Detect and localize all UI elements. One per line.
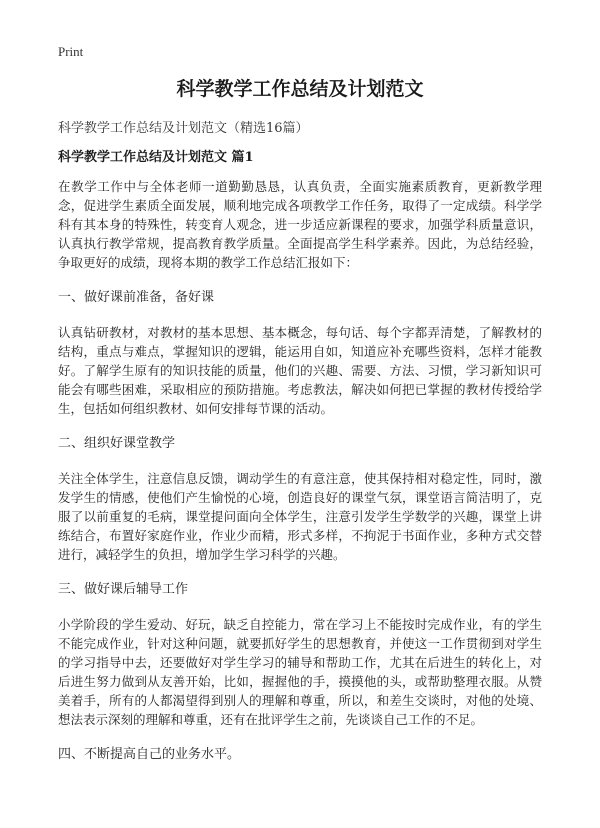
document-title: 科学教学工作总结及计划范文 — [176, 78, 424, 100]
section-body-1: 认真钻研教材，对教材的基本思想、基本概念，每句话、每个字都弄清楚，了解教材的结构，重点与难点，掌握知识的逻辑，能运用自如，知道应补充哪些资料，怎样才能教好。了解学生原有的知识技能的质量，他们的兴趣、需要、方法、习惯，学习新知识可能会有哪些困难，采取相应的预防措施。考虑教法，解决如何把已掌握的教材传授给学生，包括如何组织教材、如何安排每节课的活动。 — [58, 325, 542, 416]
section-heading-2: 二、组织好课堂教学 — [58, 436, 176, 451]
chapter-heading: 科学教学工作总结及计划范文 篇1 — [58, 150, 254, 165]
print-label: Print — [58, 44, 84, 59]
document-subtitle: 科学教学工作总结及计划范文（精选16篇） — [58, 121, 309, 136]
section-heading-4: 四、不断提高自己的业务水平。 — [58, 747, 241, 762]
section-body-3: 小学阶段的学生爱动、好玩，缺乏自控能力，常在学习上不能按时完成作业，有的学生不能完成作业，针对这种问题，就要抓好学生的思想教育，并使这一工作贯彻到对学生的学习指导中去，还要做好对学生学习的辅导和帮助工作，尤其在后进生的转化上，对后进生努力做到从友善开始，比如，握握他的手，摸摸他的头，或帮助整理衣服。从赞美着手，所有的人都渴望得到别人的理解和尊重，所以，和差生交谈时，对他的处境、想法表示深刻的理解和尊重，还有在批评学生之前，先谈谈自己工作的不足。 — [58, 617, 542, 727]
section-body-2: 关注全体学生，注意信息反馈，调动学生的有意注意，使其保持相对稳定性，同时，激发学生的情感，使他们产生愉悦的心境，创造良好的课堂气氛，课堂语言简洁明了，克服了以前重复的毛病，课堂提问面向全体学生，注意引发学生学数学的兴趣，课堂上讲练结合，布置好家庭作业，作业少而精，形式多样，不拘泥于书面作业，多种方式交替进行，减轻学生的负担，增加学生学习科学的兴趣。 — [58, 471, 542, 562]
intro-paragraph: 在教学工作中与全体老师一道勤勤恳恳，认真负责，全面实施素质教育，更新教学理念，促进学生素质全面发展，顺利地完成各项教学工作任务，取得了一定成绩。科学学科有其本身的特殊性，转变育人观念，进一步适应新课程的要求，加强学科质量意识，认真执行教学常规，提高教育教学质量。全面提高学生科学素养。因此，为总结经验，争取更好的成绩，现将本期的教学工作总结汇报如下： — [58, 179, 542, 270]
section-heading-1: 一、做好课前准备，备好课 — [58, 290, 215, 305]
section-heading-3: 三、做好课后辅导工作 — [58, 582, 189, 597]
